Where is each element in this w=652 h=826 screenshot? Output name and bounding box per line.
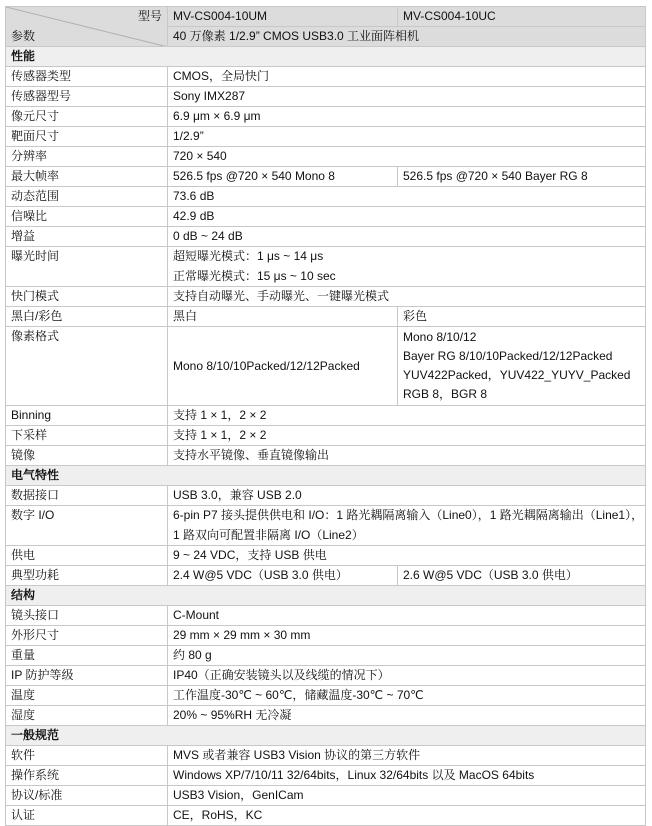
spec-value-mono: 2.4 W@5 VDC（USB 3.0 供电） — [168, 566, 398, 586]
spec-label: 快门模式 — [6, 287, 168, 307]
spec-value-line: IP40（正确安装镜头以及线缆的情况下） — [173, 668, 390, 682]
spec-value — [168, 506, 646, 546]
spec-label: 曝光时间 — [6, 247, 168, 287]
spec-value — [168, 207, 646, 227]
spec-value-line: 支持水平镜像、垂直镜像输出 — [173, 448, 330, 462]
spec-value-line: USB 3.0，兼容 USB 2.0 — [173, 488, 302, 502]
spec-row — [6, 666, 646, 686]
param-label: 参数 — [11, 29, 36, 43]
spec-value-line: 9 ~ 24 VDC，支持 USB 供电 — [173, 548, 327, 562]
spec-label: 认证 — [6, 806, 168, 826]
spec-row — [6, 606, 646, 626]
spec-row — [6, 227, 646, 247]
spec-label: 像元尺寸 — [6, 107, 168, 127]
spec-value-line: CE，RoHS，KC — [173, 808, 263, 822]
model-uc: MV-CS004-10UC — [398, 7, 646, 27]
spec-value-line: 720 × 540 — [173, 149, 227, 163]
spec-value — [168, 606, 646, 626]
spec-value — [168, 127, 646, 147]
spec-table — [5, 6, 646, 826]
spec-value — [168, 666, 646, 686]
spec-label: 信噪比 — [6, 207, 168, 227]
spec-row — [6, 446, 646, 466]
spec-row — [6, 486, 646, 506]
header-row-models — [6, 7, 646, 27]
spec-row — [6, 167, 646, 187]
spec-value — [168, 546, 646, 566]
section-title: 结构 — [6, 586, 646, 606]
diagonal-header-cell — [6, 7, 168, 47]
section-row — [6, 586, 646, 606]
spec-value-line: 约 80 g — [173, 648, 212, 662]
spec-value — [168, 247, 646, 287]
spec-value — [168, 147, 646, 167]
spec-value-mono: 黑白 — [168, 307, 398, 327]
model-um: MV-CS004-10UM — [168, 7, 398, 27]
spec-label: 协议/标准 — [6, 786, 168, 806]
spec-label: 数据接口 — [6, 486, 168, 506]
spec-label: 温度 — [6, 686, 168, 706]
spec-value-line: 工作温度-30℃ ~ 60℃，储藏温度-30℃ ~ 70℃ — [173, 688, 424, 702]
spec-value — [168, 786, 646, 806]
spec-row — [6, 766, 646, 786]
spec-row — [6, 566, 646, 586]
spec-label: 分辨率 — [6, 147, 168, 167]
spec-row — [6, 87, 646, 107]
spec-label: 镜像 — [6, 446, 168, 466]
spec-value — [168, 766, 646, 786]
spec-value-color: 526.5 fps @720 × 540 Bayer RG 8 — [398, 167, 646, 187]
spec-value — [168, 626, 646, 646]
spec-value-line: MVS 或者兼容 USB3 Vision 协议的第三方软件 — [173, 748, 421, 762]
spec-row — [6, 147, 646, 167]
spec-row — [6, 127, 646, 147]
section-title: 性能 — [6, 47, 646, 67]
spec-value — [168, 686, 646, 706]
spec-label: 操作系统 — [6, 766, 168, 786]
spec-label: 湿度 — [6, 706, 168, 726]
spec-label: 增益 — [6, 227, 168, 247]
spec-value-line: 6-pin P7 接头提供供电和 I/O：1 路光耦隔离输入（Line0），1 路光耦隔离输出（Line1）， — [173, 508, 644, 522]
spec-value — [168, 426, 646, 446]
spec-value-line: 20% ~ 95%RH 无冷凝 — [173, 708, 292, 722]
spec-row — [6, 646, 646, 666]
spec-row — [6, 307, 646, 327]
spec-value — [168, 287, 646, 307]
spec-row — [6, 247, 646, 287]
section-row — [6, 726, 646, 746]
spec-value-line: 42.9 dB — [173, 209, 215, 223]
spec-row — [6, 287, 646, 307]
spec-value-line: 6.9 μm × 6.9 μm — [173, 109, 261, 123]
spec-label: IP 防护等级 — [6, 666, 168, 686]
spec-value — [168, 187, 646, 207]
spec-value-line: 支持 1 × 1，2 × 2 — [173, 408, 267, 422]
camera-description: 40 万像素 1/2.9” CMOS USB3.0 工业面阵相机 — [168, 27, 646, 47]
spec-row — [6, 406, 646, 426]
spec-value — [168, 646, 646, 666]
spec-value-line: Windows XP/7/10/11 32/64bits，Linux 32/64bits 以及 MacOS 64bits — [173, 768, 535, 782]
section-title: 电气特性 — [6, 466, 646, 486]
spec-value — [168, 706, 646, 726]
spec-row — [6, 746, 646, 766]
spec-row — [6, 426, 646, 446]
spec-value-line: 1 路双向可配置非隔离 I/O（Line2） — [173, 528, 364, 542]
pixel-format-line: Bayer RG 8/10/10Packed/12/12Packed — [403, 349, 613, 363]
pixel-format-line: RGB 8，BGR 8 — [403, 387, 488, 401]
spec-value-line: 支持 1 × 1，2 × 2 — [173, 428, 267, 442]
spec-label: 数字 I/O — [6, 506, 168, 546]
spec-value-line: 29 mm × 29 mm × 30 mm — [173, 628, 311, 642]
spec-row — [6, 546, 646, 566]
spec-value-color: 2.6 W@5 VDC（USB 3.0 供电） — [398, 566, 646, 586]
spec-row — [6, 506, 646, 546]
spec-label: 黑白/彩色 — [6, 307, 168, 327]
spec-value — [168, 227, 646, 247]
spec-value-mono: Mono 8/10/10Packed/12/12Packed — [168, 327, 398, 406]
spec-label: 靶面尺寸 — [6, 127, 168, 147]
spec-row — [6, 207, 646, 227]
spec-label: 外形尺寸 — [6, 626, 168, 646]
spec-value-mono: 526.5 fps @720 × 540 Mono 8 — [168, 167, 398, 187]
spec-value — [168, 67, 646, 87]
spec-value — [168, 87, 646, 107]
section-row — [6, 47, 646, 67]
spec-value — [168, 746, 646, 766]
spec-label: 典型功耗 — [6, 566, 168, 586]
spec-value-line: C-Mount — [173, 608, 220, 622]
spec-value-color — [398, 327, 646, 406]
spec-value-line: 正常曝光模式：15 μs ~ 10 sec — [173, 269, 336, 283]
section-row — [6, 466, 646, 486]
spec-value-line: USB3 Vision，GenICam — [173, 788, 304, 802]
pixel-format-line: Mono 8/10/12 — [403, 330, 477, 344]
spec-row — [6, 327, 646, 406]
spec-value-line: 73.6 dB — [173, 189, 215, 203]
spec-label: 软件 — [6, 746, 168, 766]
spec-value-line: Sony IMX287 — [173, 89, 246, 103]
model-label: 型号 — [137, 9, 162, 23]
spec-value-line: CMOS，全局快门 — [173, 69, 270, 83]
spec-value-color: 彩色 — [398, 307, 646, 327]
spec-row — [6, 686, 646, 706]
spec-label: 镜头接口 — [6, 606, 168, 626]
spec-label: 最大帧率 — [6, 167, 168, 187]
spec-label: 传感器型号 — [6, 87, 168, 107]
section-title: 一般规范 — [6, 726, 646, 746]
spec-label: 供电 — [6, 546, 168, 566]
spec-label: 动态范围 — [6, 187, 168, 207]
spec-value-line: 超短曝光模式：1 μs ~ 14 μs — [173, 249, 324, 263]
spec-value-line: 支持自动曝光、手动曝光、一键曝光模式 — [173, 289, 390, 303]
spec-label: 下采样 — [6, 426, 168, 446]
spec-value — [168, 406, 646, 426]
spec-row — [6, 187, 646, 207]
spec-row — [6, 626, 646, 646]
spec-label: Binning — [6, 406, 168, 426]
spec-row — [6, 706, 646, 726]
spec-label: 传感器类型 — [6, 67, 168, 87]
spec-label: 重量 — [6, 646, 168, 666]
spec-row — [6, 67, 646, 87]
spec-row — [6, 107, 646, 127]
spec-value-line: 1/2.9” — [173, 129, 204, 143]
spec-value — [168, 446, 646, 466]
spec-label: 像素格式 — [6, 327, 168, 406]
spec-row — [6, 806, 646, 826]
spec-row — [6, 786, 646, 806]
spec-value — [168, 806, 646, 826]
spec-value-line: 0 dB ~ 24 dB — [173, 229, 243, 243]
pixel-format-line: YUV422Packed，YUV422_YUYV_Packed — [403, 368, 631, 382]
spec-value — [168, 486, 646, 506]
spec-value — [168, 107, 646, 127]
